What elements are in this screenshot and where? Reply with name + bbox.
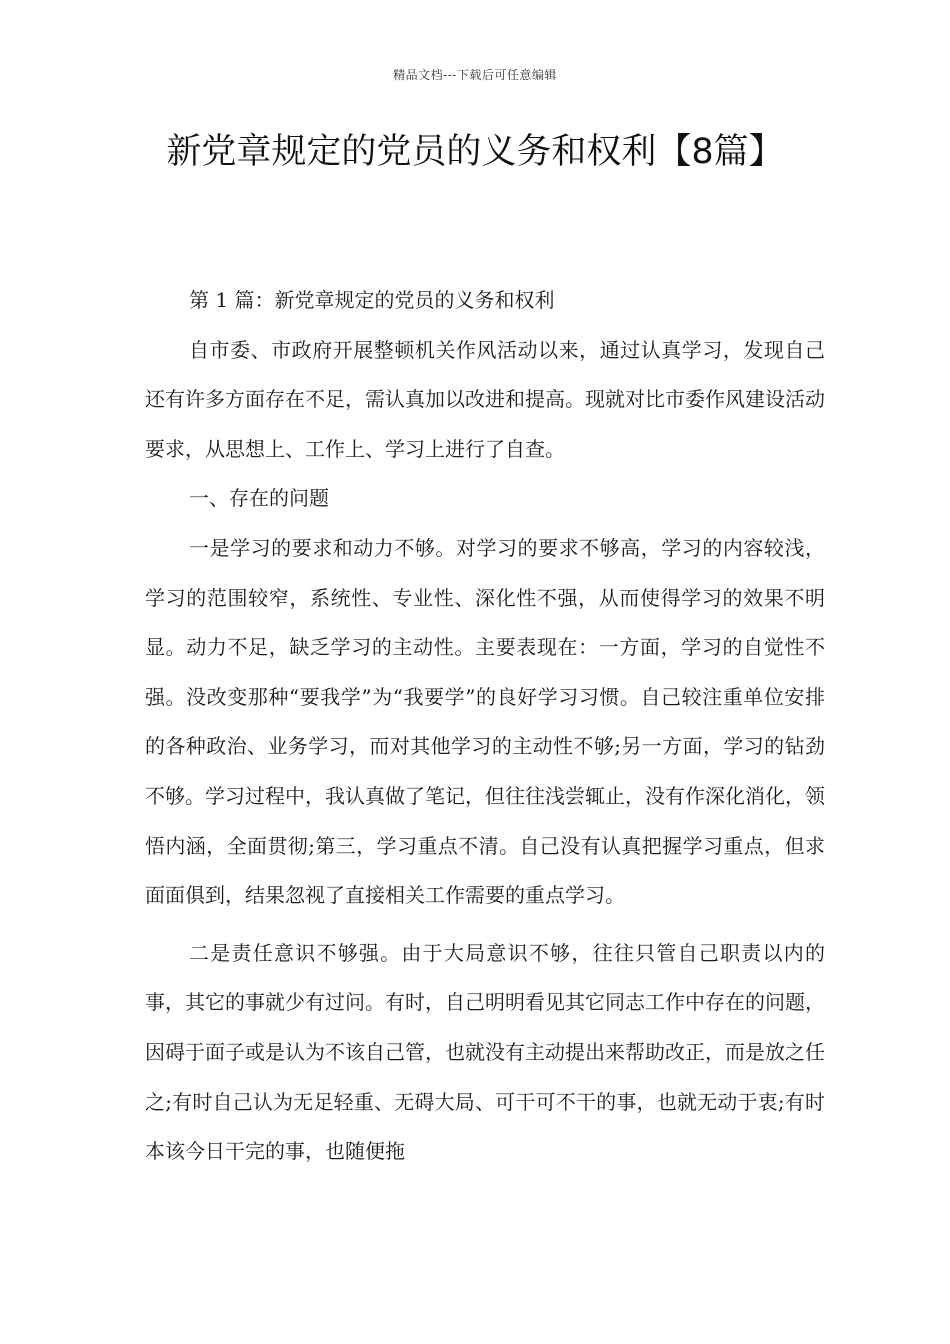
section-heading: 一、存在的问题: [189, 486, 329, 511]
chapter-heading: 第 1 篇：新党章规定的党员的义务和权利: [189, 288, 555, 312]
document-title: 新党章规定的党员的义务和权利【8篇】: [166, 132, 784, 172]
paragraph-intro: 自市委、市政府开展整顿机关作风活动以来，通过认真学习，发现自己还有许多方面存在不足，需认真加以改进和提高。现就对比市委作风建设活动要求，从思想上、工作上、学习上进行了自查。: [145, 337, 825, 461]
document-body: [145, 276, 825, 1177]
header-note: 精品文档---下载后可任意编辑: [393, 68, 557, 82]
paragraph-study: 一是学习的要求和动力不够。对学习的要求不够高，学习的内容较浅，学习的范围较窄，系统性、专业性、深化性不强，从而使得学习的效果不明显。动力不足，缺乏学习的主动性。主要表现在：一方面，学习的自觉性不强。没改变那种“要我学”为“我要学”的良好学习习惯。自己较注重单位安排的各种政治、业务学习，而对其他学习的主动性不够;另一方面，学习的钻劲不够。学习过程中，我认真做了笔记，但往往浅尝辄止，没有作深化消化，领悟内涵，全面贯彻;第三，学习重点不清。自己没有认真把握学习重点，但求面面俱到，结果忽视了直接相关工作需要的重点学习。: [145, 535, 825, 908]
paragraph-responsibility: 二是责任意识不够强。由于大局意识不够，往往只管自己职责以内的事，其它的事就少有过问。有时，自己明明看见其它同志工作中存在的问题，因碍于面子或是认为不该自己管，也就没有主动提出来帮助改正，而是放之任之;有时自己认为无足轻重、无碍大局、可干可不干的事，也就无动于衷;有时本该今日干完的事，也随便拖: [145, 940, 825, 1164]
